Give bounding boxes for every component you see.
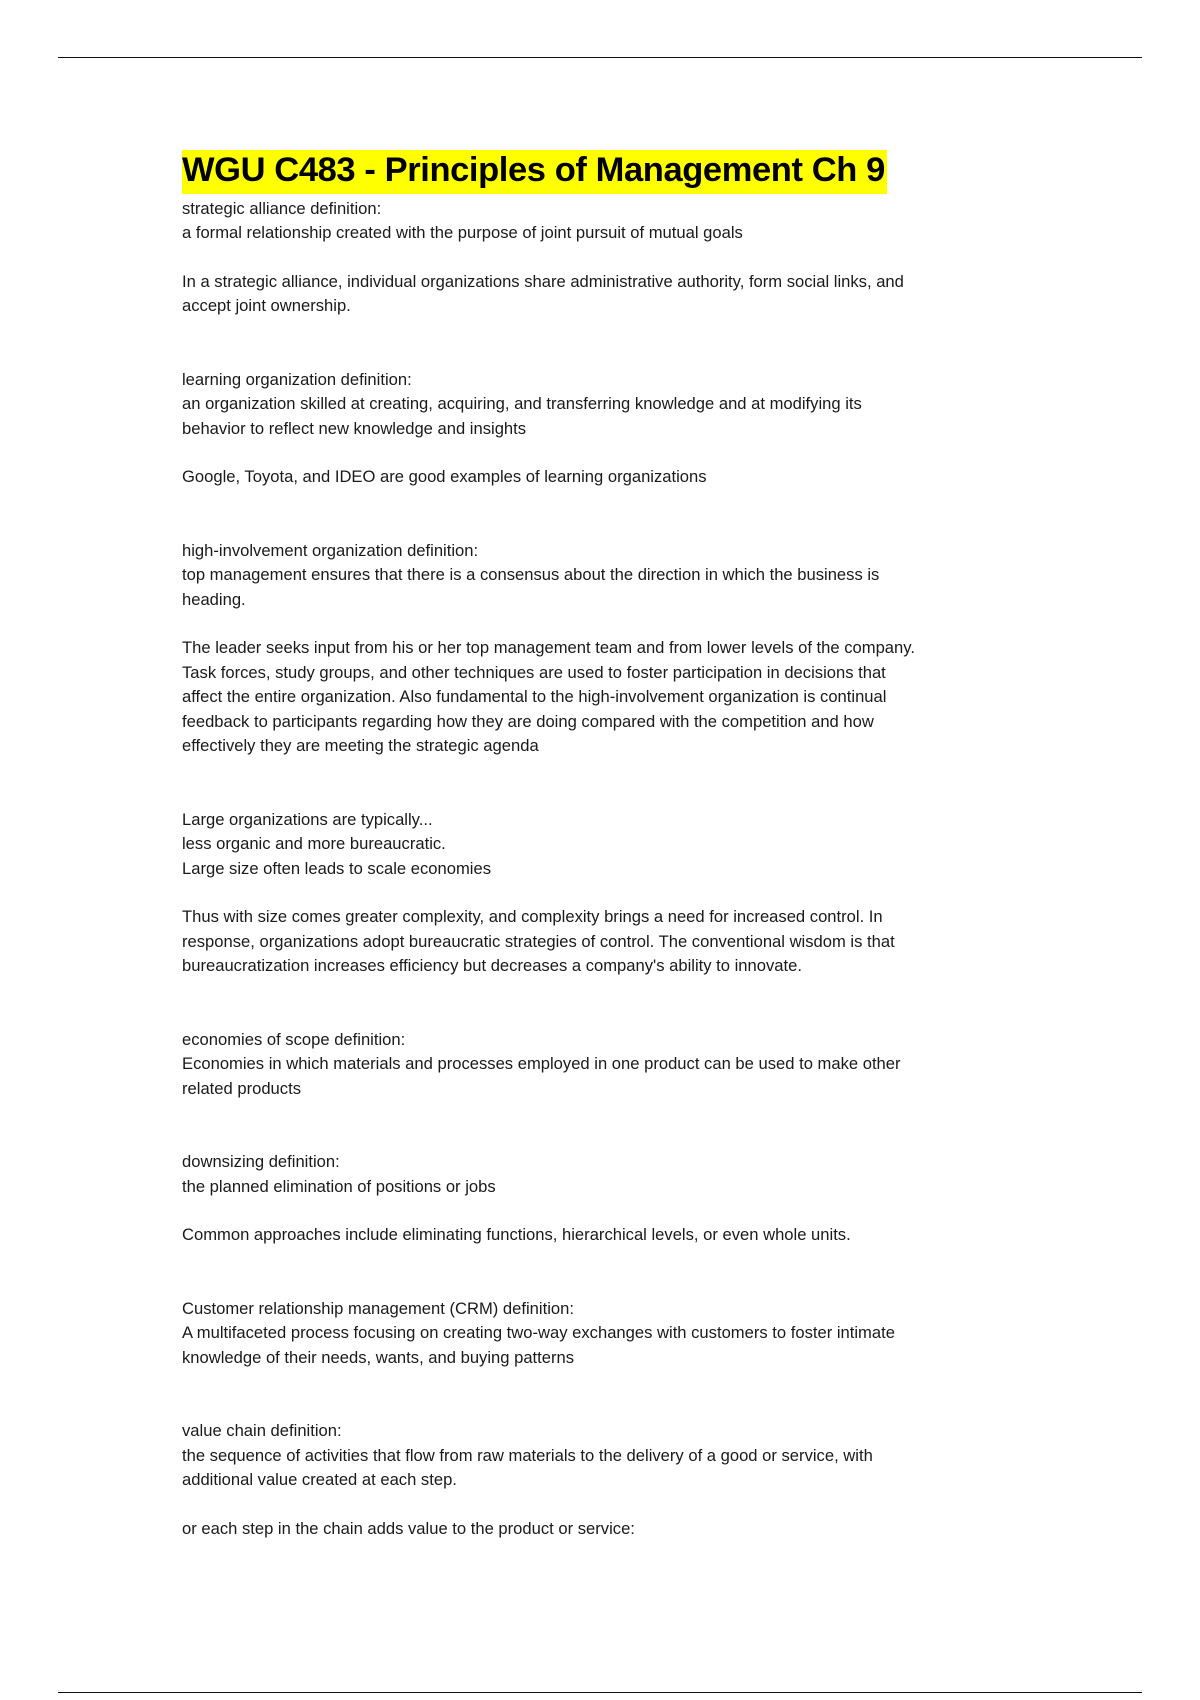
card-definition-line: behavior to reflect new knowledge and insights <box>182 418 527 438</box>
card-note-line: feedback to participants regarding how they are doing compared with the competition and how <box>182 711 874 731</box>
flashcard <box>182 808 1032 979</box>
title-row <box>182 150 1032 194</box>
card-term: Large organizations are typically... <box>182 809 433 829</box>
card-note-line: or each step in the chain adds value to the product or service: <box>182 1518 635 1538</box>
card-definition-line: related products <box>182 1078 301 1098</box>
card-definition-line: a formal relationship created with the purpose of joint pursuit of mutual goals <box>182 223 743 243</box>
card-note-line: Google, Toyota, and IDEO are good examples of learning organizations <box>182 467 707 487</box>
card-note-line: Task forces, study groups, and other techniques are used to foster participation in decisions that <box>182 662 886 682</box>
flashcard <box>182 539 1032 759</box>
card-term: value chain definition: <box>182 1421 342 1441</box>
card-note-line: accept joint ownership. <box>182 296 351 316</box>
flashcard <box>182 1419 1032 1541</box>
card-note-line: effectively they are meeting the strategic agenda <box>182 736 539 756</box>
card-term: economies of scope definition: <box>182 1029 406 1049</box>
card-definition-line: the planned elimination of positions or jobs <box>182 1176 496 1196</box>
card-note-line: bureaucratization increases efficiency but decreases a company's ability to innovate. <box>182 956 802 976</box>
bottom-rule <box>58 1692 1142 1693</box>
card-definition-line: knowledge of their needs, wants, and buying patterns <box>182 1347 575 1367</box>
card-note-line: Thus with size comes greater complexity, and complexity brings a need for increased control. In <box>182 907 883 927</box>
flashcard <box>182 1150 1032 1248</box>
card-note-line: response, organizations adopt bureaucratic strategies of control. The conventional wisdom is that <box>182 931 895 951</box>
card-term: strategic alliance definition: <box>182 198 382 218</box>
top-rule <box>58 57 1142 58</box>
card-note-line: In a strategic alliance, individual organizations share administrative authority, form social links, and <box>182 271 904 291</box>
card-definition-line: less organic and more bureaucratic. <box>182 834 446 854</box>
card-definition-line: top management ensures that there is a consensus about the direction in which the business is <box>182 565 880 585</box>
document-title: WGU C483 - Principles of Management Ch 9 <box>182 150 887 194</box>
card-definition-line: A multifaceted process focusing on creating two-way exchanges with customers to foster intimate <box>182 1323 895 1343</box>
flashcard <box>182 197 1032 319</box>
card-term: learning organization definition: <box>182 369 412 389</box>
card-term: downsizing definition: <box>182 1152 340 1172</box>
card-note-line: Common approaches include eliminating functions, hierarchical levels, or even whole units. <box>182 1225 851 1245</box>
card-note-line: affect the entire organization. Also fundamental to the high-involvement organization is continual <box>182 687 887 707</box>
card-definition-line: Economies in which materials and processes employed in one product can be used to make other <box>182 1054 901 1074</box>
flashcard <box>182 368 1032 490</box>
card-note-line: The leader seeks input from his or her top management team and from lower levels of the company. <box>182 638 915 658</box>
flashcard <box>182 1028 1032 1102</box>
flashcard <box>182 1297 1032 1371</box>
card-definition-line: Large size often leads to scale economies <box>182 858 492 878</box>
card-term: Customer relationship management (CRM) definition: <box>182 1298 574 1318</box>
card-term: high-involvement organization definition: <box>182 540 479 560</box>
card-definition-line: heading. <box>182 589 246 609</box>
card-definition-line: an organization skilled at creating, acquiring, and transferring knowledge and at modifying its <box>182 394 862 414</box>
card-definition-line: additional value created at each step. <box>182 1470 457 1490</box>
card-definition-line: the sequence of activities that flow from raw materials to the delivery of a good or service, with <box>182 1445 873 1465</box>
document-body <box>182 150 1032 1541</box>
